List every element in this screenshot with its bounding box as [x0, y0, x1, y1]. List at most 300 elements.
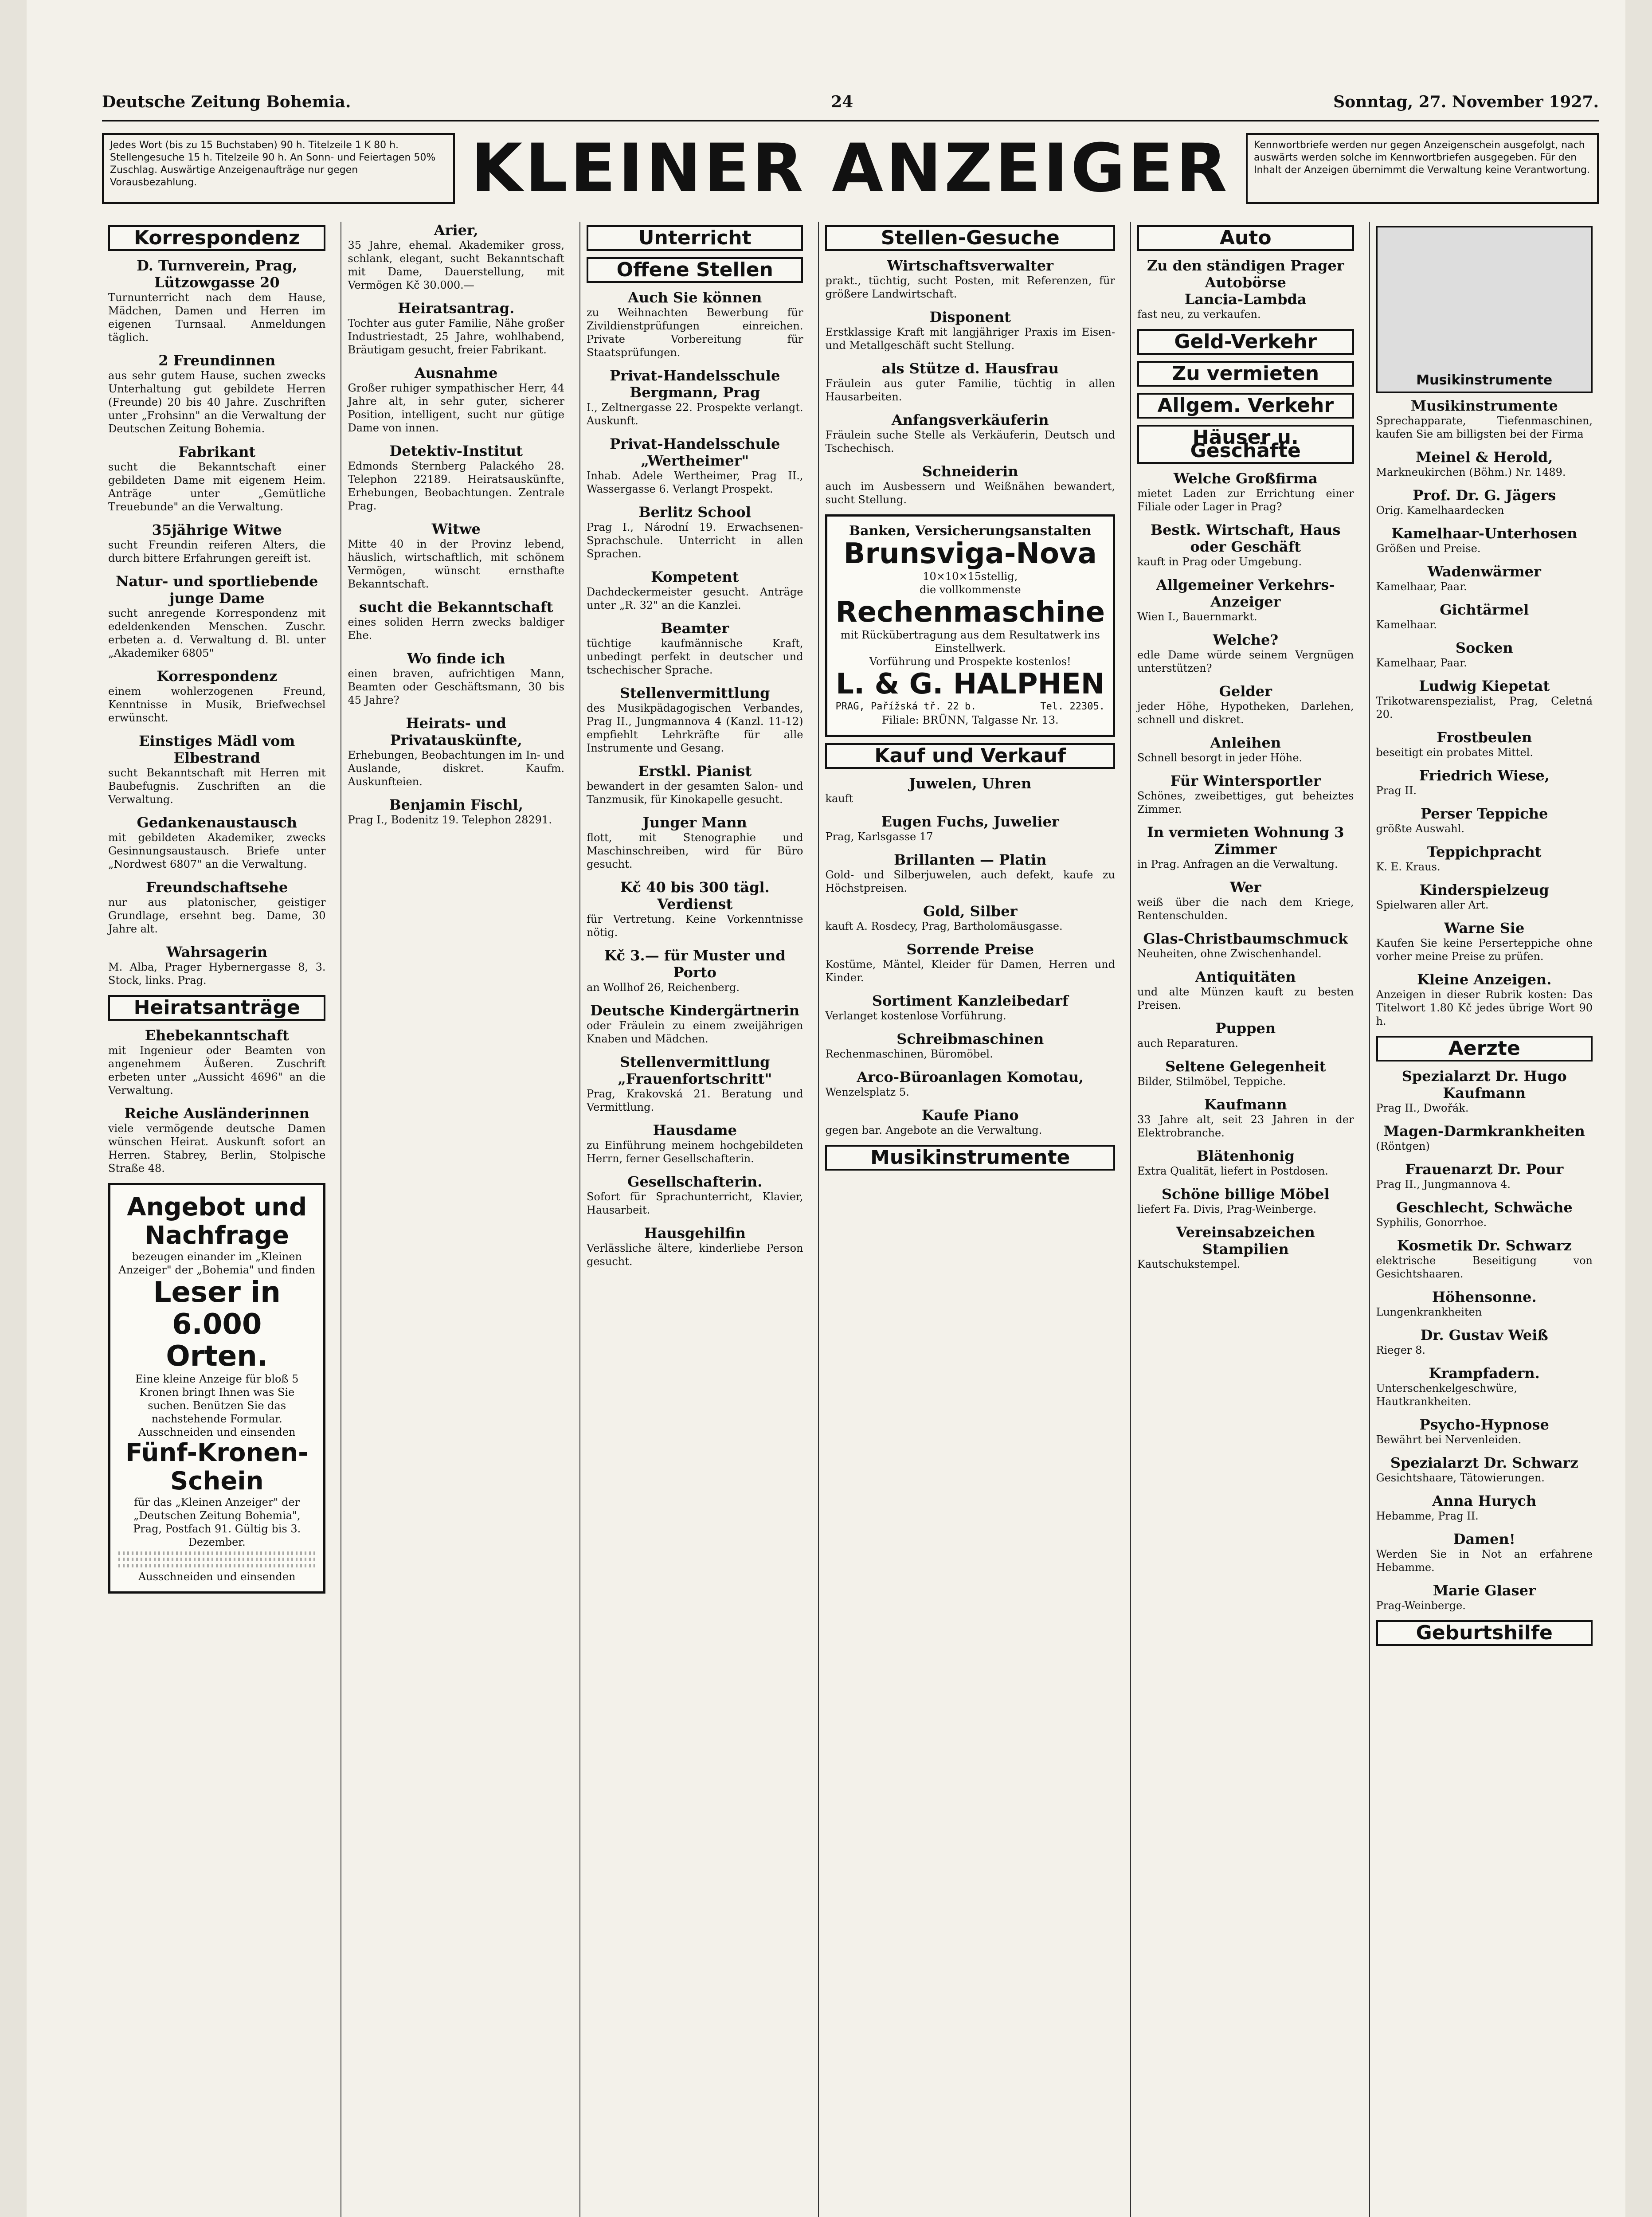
ad-title: Stellenvermittlung „Frauenfortschritt"	[618, 1054, 772, 1087]
coupon-body: Eine kleine Anzeige für bloß 5 Kronen bringt Ihnen was Sie suchen. Benützen Sie das nachstehende Formular.	[135, 1373, 299, 1425]
classified-ad	[1376, 1237, 1593, 1281]
ad-title: Frauenarzt Dr. Pour	[1405, 1161, 1564, 1178]
ad-title: Für Wintersportler	[1170, 772, 1321, 789]
classified-ad	[1376, 1582, 1593, 1612]
ad-title: 35jährige Witwe	[152, 521, 282, 538]
classified-ad	[348, 715, 564, 788]
classified-ad	[108, 814, 325, 871]
masthead	[102, 130, 1599, 207]
ad-title: Freundschaftsehe	[146, 879, 288, 896]
ad-title: Spezialarzt Dr. Hugo Kaufmann	[1401, 1068, 1567, 1101]
ad-body: Größen und Preise.	[1376, 542, 1481, 555]
classified-ad	[1376, 729, 1593, 759]
ad-title: Erstkl. Pianist	[638, 763, 752, 779]
classified-ad	[587, 504, 803, 560]
ad-body: Syphilis, Gonorrhoe.	[1376, 1216, 1487, 1229]
paper-name: Deutsche Zeitung Bohemia.	[102, 93, 351, 111]
ad-title: Anna Hurych	[1432, 1492, 1537, 1509]
ad-body: einen braven, aufrichtigen Mann, Beamten oder Geschäftsmann, 30 bis 45 Jahre?	[348, 667, 564, 706]
classified-ad	[587, 1054, 803, 1114]
ad-body: Turnunterricht nach dem Hause, Mädchen, Damen und Herren im eigenen Turnsaal. Anmeldungen täglich.	[108, 291, 326, 344]
ad-title: Antiquitäten	[1195, 968, 1296, 985]
classified-ad	[1376, 1454, 1593, 1485]
ad-body: Gold- und Silberjuwelen, auch defekt, kaufe zu Höchstpreisen.	[825, 869, 1115, 894]
ad-title: Ludwig Kiepetat	[1419, 678, 1550, 694]
ad-title: Ausnahme	[414, 364, 498, 381]
ad-body: edle Dame würde seinem Vergnügen unterstützen?	[1137, 649, 1354, 674]
ad-title: Kaufmann	[1204, 1096, 1287, 1113]
classified-ad	[1137, 576, 1354, 623]
ad-title: Vereinsabzeichen Stampilien	[1176, 1224, 1315, 1257]
ad-body: Prag I., Bodenitz 19. Telephon 28291.	[348, 814, 552, 826]
ad-body: Prag II.	[1376, 784, 1417, 797]
ad-title: Spezialarzt Dr. Schwarz	[1390, 1454, 1578, 1471]
classified-ad	[348, 521, 564, 591]
ad-body: zu Weihnachten Bewerbung für Zivildienstprüfungen einreichen. Private Vorbereitung für Staatsprüfungen.	[586, 306, 803, 359]
classified-ad	[108, 944, 325, 987]
classified-ad	[1376, 639, 1593, 670]
ad-title: Seltene Gelegenheit	[1165, 1058, 1326, 1075]
classified-ad	[587, 947, 803, 994]
classified-ad	[1137, 930, 1354, 960]
ad-body: Kaufen Sie keine Perserteppiche ohne vorher meine Preise zu prüfen.	[1376, 937, 1593, 963]
ad-title: Dr. Gustav Weiß	[1420, 1327, 1548, 1344]
ad-body: mietet Laden zur Errichtung einer Filiale oder Lager in Prag?	[1137, 487, 1354, 513]
ad-title: Disponent	[929, 309, 1011, 325]
coupon-big: Leser in 6.000 Orten.	[153, 1276, 281, 1373]
ad-body: (Röntgen)	[1376, 1140, 1430, 1152]
ad-body: und alte Münzen kauft zu besten Preisen.	[1137, 986, 1354, 1011]
column-6	[1369, 222, 1599, 2217]
ad-title: Heiratsantrag.	[398, 300, 515, 317]
ad-body: Sofort für Sprachunterricht, Klavier, Hausarbeit.	[586, 1191, 803, 1216]
camel-caption: Musikinstrumente	[1416, 372, 1553, 388]
ad-title: Gelder	[1219, 683, 1272, 700]
classified-ad	[108, 1105, 325, 1175]
classified-ad	[1376, 843, 1593, 873]
ad-title: Warne Sie	[1444, 920, 1525, 936]
ad-body: für Vertretung. Keine Vorkenntnisse nötig.	[586, 913, 803, 939]
classified-ad	[1376, 881, 1593, 912]
ad-body: Trikotwarenspezialist, Prag, Celetná 20.	[1376, 695, 1593, 721]
classified-ad	[1376, 1365, 1593, 1408]
ad-body: Inhab. Adele Wertheimer, Prag II., Wassergasse 6. Verlangt Prospekt.	[586, 470, 803, 495]
brunsviga-ad	[825, 514, 1115, 737]
classified-ad	[587, 685, 803, 755]
ad-title: Gichtärmel	[1440, 601, 1529, 618]
ad-title: Arco-Büroanlagen Komotau,	[857, 1069, 1084, 1085]
masthead-right-note: Kennwortbriefe werden nur gegen Anzeigenschein ausgefolgt, nach auswärts werden solche im Kennwortbriefen ausgegeben. Für den Inhalt der Anzeigen übernimmt die Verwaltung keine Verantwortung.	[1246, 133, 1599, 204]
ad-body: beseitigt ein probates Mittel.	[1376, 746, 1533, 759]
column-1	[102, 222, 332, 2217]
ad-list	[1376, 1068, 1593, 1612]
classified-ad	[1376, 1289, 1593, 1319]
ad-body: Großer ruhiger sympathischer Herr, 44 Jahre alt, in sehr guter, sicherer Position, intelligent, sucht nur gütige Dame von innen.	[348, 382, 564, 434]
column-4	[818, 222, 1121, 2217]
classified-ad	[587, 763, 803, 806]
ad-title: Sorrende Preise	[906, 941, 1034, 958]
ad-title: Kosmetik Dr. Schwarz	[1397, 1237, 1572, 1254]
page-number: 24	[831, 93, 853, 111]
ad-list	[348, 222, 564, 826]
classified-ad	[1137, 968, 1354, 1012]
classified-ad	[1137, 631, 1354, 675]
auto-note: fast neu, zu verkaufen.	[1137, 308, 1261, 321]
ad-body: Mitte 40 in der Provinz lebend, häuslich, wirtschaftlich, mit schönem Vermögen, wünscht ernsthafte Bekanntschaft.	[348, 538, 564, 590]
classified-ad	[825, 463, 1115, 506]
ad-title: Meinel & Herold,	[1416, 449, 1553, 466]
ad-body: Kautschukstempel.	[1137, 1258, 1241, 1270]
ad-body: Orig. Kamelhaardecken	[1376, 504, 1504, 517]
ad-body: Lungenkrankheiten	[1376, 1306, 1482, 1318]
classified-ad	[587, 367, 803, 427]
section-haeuser: Häuser u. Geschäfte	[1137, 425, 1354, 464]
classified-ad	[1137, 1096, 1354, 1140]
ad-title: D. Turnverein, Prag, Lützowgasse 20	[137, 257, 298, 291]
ad-title: Wahrsagerin	[166, 944, 268, 960]
ad-title: Socken	[1455, 639, 1513, 656]
classified-ad	[587, 1002, 803, 1046]
classified-ad	[108, 668, 325, 725]
ad-title: Hausdame	[653, 1122, 737, 1139]
ad-body: prakt., tüchtig, sucht Posten, mit Referenzen, für größere Landwirtschaft.	[825, 274, 1115, 300]
ad-title: Wo finde ich	[407, 650, 505, 667]
ad-body: Edmonds Sternberg Palackého 28. Telephon 22189. Heiratsauskünfte, Erhebungen, Beobachtungen. Zentrale Prag.	[348, 460, 564, 512]
classified-ad	[1376, 1068, 1593, 1115]
ad-body: Fräulein aus guter Familie, tüchtig in allen Hausarbeiten.	[825, 377, 1115, 403]
running-head	[102, 89, 1599, 121]
ad-title: Krampfadern.	[1429, 1365, 1540, 1382]
classified-ad	[1376, 920, 1593, 963]
scan-edge-right	[1625, 0, 1652, 2217]
classified-ad	[587, 1122, 803, 1165]
section-stellen-gesuche: Stellen-Gesuche	[825, 225, 1115, 251]
ad-title: Magen-Darmkrankheiten	[1383, 1123, 1585, 1140]
ad-body: Wien I., Bauernmarkt.	[1137, 611, 1257, 623]
section-zu-vermieten: Zu vermieten	[1137, 361, 1354, 387]
ad-list	[1376, 397, 1593, 1028]
bank-tel: Tel. 22305.	[1040, 701, 1105, 712]
section-geburtshilfe: Geburtshilfe	[1376, 1620, 1593, 1646]
ad-title: Anfangsverkäuferin	[891, 411, 1049, 428]
classified-ad	[825, 775, 1115, 805]
ad-body: kauft	[825, 792, 853, 805]
classified-ad	[108, 732, 325, 806]
classified-ad	[587, 814, 803, 871]
ad-list	[108, 1027, 325, 1175]
ad-body: sucht Bekanntschaft mit Herren mit Baubefugnis. Zuschriften an die Verwaltung.	[108, 767, 326, 806]
ad-title: Prof. Dr. G. Jägers	[1413, 487, 1556, 504]
classified-ad	[1376, 1161, 1593, 1191]
classified-ad	[587, 435, 803, 496]
ad-title: Privat-Handelsschule Bergmann, Prag	[610, 367, 780, 401]
classified-ad	[108, 879, 325, 936]
ad-title: Gold, Silber	[923, 903, 1018, 920]
ad-title: Bestk. Wirtschaft, Haus oder Geschäft	[1151, 521, 1341, 555]
ad-title: Benjamin Fischl,	[389, 796, 523, 813]
ad-title: sucht die Bekanntschaft	[359, 599, 553, 615]
ad-title: Korrespondenz	[157, 668, 278, 685]
classified-ad	[587, 620, 803, 677]
classified-ad	[1376, 449, 1593, 479]
ad-body: Verlanget kostenlose Vorführung.	[825, 1010, 1006, 1022]
bank-demo: Vorführung und Prospekte kostenlos!	[869, 655, 1071, 668]
ad-body: mit gebildeten Akademiker, zwecks Gesinnungsaustausch. Briefe unter „Nordwest 6807" an die Verwaltung.	[108, 831, 326, 870]
ad-body: 33 Jahre alt, seit 23 Jahren in der Elektrobranche.	[1137, 1113, 1354, 1139]
ad-body: Prag-Weinberge.	[1376, 1599, 1466, 1612]
classified-ad	[108, 257, 325, 344]
ad-body: oder Fräulein zu einem zweijährigen Knaben und Mädchen.	[586, 1019, 803, 1045]
classified-ad	[1376, 767, 1593, 797]
ad-title: Einstiges Mädl vom Elbestrand	[139, 732, 295, 766]
classified-ad	[108, 521, 325, 565]
ad-title: Kaufe Piano	[921, 1107, 1019, 1124]
ad-title: 2 Freundinnen	[158, 352, 276, 369]
ad-list	[1137, 470, 1354, 1271]
classified-ad	[587, 289, 803, 359]
classified-ad	[1376, 525, 1593, 555]
ad-title: Welche?	[1213, 631, 1279, 648]
ad-title: Kompetent	[651, 568, 739, 585]
ad-body: sucht Freundin reiferen Alters, die durch bittere Erfahrungen gereift ist.	[108, 539, 326, 564]
ad-title: Natur- und sportliebende junge Dame	[116, 573, 318, 607]
classified-ad	[348, 364, 564, 435]
ad-title: Allgemeiner Verkehrs-Anzeiger	[1156, 576, 1335, 610]
bank-feature: mit Rückübertragung aus dem Resultatwerk ins Einstellwerk.	[840, 629, 1100, 654]
ad-body: Fräulein suche Stelle als Verkäuferin, Deutsch und Tschechisch.	[825, 429, 1115, 454]
ad-title: Marie Glaser	[1433, 1582, 1536, 1599]
classified-ad	[1137, 683, 1354, 726]
ad-title: Arier,	[434, 222, 478, 239]
ad-body: Sprechapparate, Tiefenmaschinen, kaufen Sie am billigsten bei der Firma	[1376, 415, 1593, 440]
classified-ad	[825, 903, 1115, 933]
coupon-sub: bezeugen einander im „Kleinen Anzeiger" der „Bohemia" und finden	[118, 1250, 316, 1276]
ad-body: sucht die Bekanntschaft einer gebildeten Dame mit eigenem Heim. Anträge unter „Gemütliche Treuebunde" an die Verwaltung.	[108, 461, 326, 513]
ad-body: an Wollhof 26, Reichenberg.	[586, 981, 740, 994]
bank-brand: Brunsviga-Nova	[843, 537, 1097, 570]
classified-ad	[348, 796, 564, 826]
ad-title: Geschlecht, Schwäche	[1396, 1199, 1573, 1216]
ad-list	[108, 257, 325, 987]
ad-title: Damen!	[1453, 1531, 1515, 1547]
ad-title: Puppen	[1215, 1020, 1276, 1037]
ad-body: Hebamme, Prag II.	[1376, 1510, 1479, 1522]
bank-address: PRAG, Pařížská tř. 22 b.	[835, 701, 977, 712]
column-5	[1130, 222, 1360, 2217]
ad-body: Kostüme, Mäntel, Kleider für Damen, Herren und Kinder.	[825, 958, 1115, 984]
ad-title: Heirats- und Privatauskünfte,	[390, 715, 522, 748]
ad-body: 35 Jahre, ehemal. Akademiker gross, schlank, elegant, sucht Bekanntschaft mit Dame, Dauerstellung, mit Vermögen Kč 30.000.—	[348, 239, 564, 291]
ad-body: aus sehr gutem Hause, suchen zwecks Unterhaltung gut gebildete Herren (Freunde) 20 bis 40 Jahre. Zuschriften unter „Frohsinn" an die Verwaltung der Deutschen Zeitung Bohemia.	[108, 369, 326, 435]
ad-body: Verlässliche ältere, kinderliebe Person gesucht.	[586, 1242, 803, 1268]
classified-ad	[1137, 470, 1354, 513]
classified-ad	[1137, 1186, 1354, 1216]
ad-body: I., Zeltnergasse 22. Prospekte verlangt. Auskunft.	[586, 401, 803, 427]
classified-ad	[825, 309, 1115, 352]
classified-ad	[1376, 397, 1593, 441]
coupon-cut: Ausschneiden und einsenden	[138, 1426, 296, 1438]
ad-body: weiß über die nach dem Kriege, Rentenschulden.	[1137, 896, 1354, 922]
ad-body: Markneukirchen (Böhm.) Nr. 1489.	[1376, 466, 1566, 478]
classified-ad	[348, 650, 564, 707]
ad-body: Bilder, Stilmöbel, Teppiche.	[1137, 1075, 1286, 1088]
ad-title: Welche Großfirma	[1173, 470, 1318, 487]
ad-title: Eugen Fuchs, Juwelier	[881, 813, 1059, 830]
ad-title: Kč 3.— für Muster und Porto	[604, 947, 786, 981]
ad-body: Schönes, zweibettiges, gut beheiztes Zimmer.	[1137, 790, 1354, 815]
classified-ad	[1376, 563, 1593, 593]
classified-ad	[1137, 734, 1354, 764]
camel-illustration	[1376, 226, 1593, 393]
ad-title: Reiche Ausländerinnen	[124, 1105, 309, 1122]
ad-body: des Musikpädagogischen Verbandes, Prag II., Jungmannova 4 (Kanzl. 11-12) empfiehlt Lehrkräfte für alle Instrumente und Gesang.	[586, 702, 803, 754]
ad-body: Spielwaren aller Art.	[1376, 899, 1489, 911]
ad-title: als Stütze d. Hausfrau	[881, 360, 1059, 377]
auto-name: Lancia-Lambda	[1184, 291, 1307, 308]
ad-body: Kamelhaar.	[1376, 619, 1437, 631]
classified-ad	[825, 813, 1115, 843]
ad-body: Werden Sie in Not an erfahrene Hebamme.	[1376, 1548, 1593, 1574]
section-geld-verkehr: Geld-Verkehr	[1137, 329, 1354, 355]
coupon-title: Angebot und Nachfrage	[127, 1193, 307, 1250]
ad-body: größte Auswahl.	[1376, 823, 1465, 835]
ad-body: Anzeigen in dieser Rubrik kosten: Das Titelwort 1.80 Kč jedes übrige Wort 90 h.	[1376, 988, 1593, 1027]
ad-title: Frostbeulen	[1437, 729, 1532, 746]
section-allgem-verkehr: Allgem. Verkehr	[1137, 393, 1354, 419]
ad-title: In vermieten Wohnung 3 Zimmer	[1147, 824, 1344, 858]
ad-body: jeder Höhe, Hypotheken, Darlehen, schnell und diskret.	[1137, 700, 1354, 726]
ad-body: Schnell besorgt in jeder Höhe.	[1137, 752, 1303, 764]
coupon-name: Fünf-Kronen-Schein	[125, 1438, 309, 1496]
ad-title: Psycho-Hypnose	[1419, 1416, 1549, 1433]
ad-body: K. E. Kraus.	[1376, 861, 1441, 873]
ad-body: Kamelhaar, Paar.	[1376, 657, 1467, 669]
ad-title: Stellenvermittlung	[619, 685, 770, 701]
bank-kicker: Banken, Versicherungsanstalten	[849, 523, 1092, 539]
classified-ad	[348, 443, 564, 513]
ad-body: M. Alba, Prager Hybernergasse 8, 3. Stock, links. Prag.	[108, 961, 326, 987]
classified-ad	[587, 1225, 803, 1268]
classified-ad	[825, 1030, 1115, 1061]
ad-body: Rechenmaschinen, Büromöbel.	[825, 1048, 993, 1060]
ad-title: Kleine Anzeigen.	[1417, 971, 1552, 988]
classified-ad	[1137, 824, 1354, 871]
ad-body: Wenzelsplatz 5.	[825, 1086, 909, 1098]
classified-ad	[108, 352, 325, 435]
ad-title: Juwelen, Uhren	[909, 775, 1032, 792]
masthead-title: KLEINER ANZEIGER	[471, 130, 1230, 207]
classified-ad	[1376, 1123, 1593, 1153]
ad-title: Beamter	[661, 620, 729, 637]
classified-ad	[825, 1069, 1115, 1099]
ad-title: Wer	[1229, 879, 1261, 896]
classified-ad	[108, 443, 325, 513]
classified-ad	[825, 851, 1115, 895]
classified-ad	[1137, 879, 1354, 922]
ad-body: bewandert in der gesamten Salon- und Tanzmusik, für Kinokapelle gesucht.	[586, 780, 803, 806]
ad-body: mit Ingenieur oder Beamten von angenehmem Äußeren. Zuschrift erbeten unter „Aussicht 4696" an die Verwaltung.	[108, 1044, 326, 1097]
ad-title: Schöne billige Möbel	[1162, 1186, 1330, 1203]
ad-body: flott, mit Stenographie und Maschinschreiben, wird für Büro gesucht.	[586, 831, 803, 870]
ad-title: Fabrikant	[178, 443, 256, 460]
classified-ad	[825, 411, 1115, 455]
ad-title: Friedrich Wiese,	[1419, 767, 1550, 784]
classified-ad	[1137, 1058, 1354, 1088]
ad-title: Wirtschaftsverwalter	[887, 257, 1053, 274]
ad-body: elektrische Beseitigung von Gesichtshaaren.	[1376, 1254, 1593, 1280]
ad-body: in Prag. Anfragen an die Verwaltung.	[1137, 858, 1338, 870]
classified-ad	[1137, 1020, 1354, 1050]
classified-ad	[825, 360, 1115, 403]
ad-body: Prag, Krakovská 21. Beratung und Vermittlung.	[586, 1088, 803, 1113]
ad-body: nur aus platonischer, geistiger Grundlage, ersehnt beg. Dame, 30 Jahre alt.	[108, 896, 326, 935]
column-2	[341, 222, 571, 2217]
ad-title: Wadenwärmer	[1427, 563, 1541, 580]
ad-title: Perser Teppiche	[1421, 805, 1548, 822]
ad-title: Blätenhonig	[1196, 1148, 1295, 1164]
bank-product: Rechenmaschine	[835, 596, 1105, 629]
ad-title: Hausgehilfin	[644, 1225, 746, 1242]
classified-ad	[825, 257, 1115, 301]
ad-title: Gedankenaustausch	[137, 814, 297, 831]
section-unterricht: Unterricht	[587, 225, 803, 251]
ad-body: Neuheiten, ohne Zwischenhandel.	[1137, 948, 1322, 960]
ad-body: viele vermögende deutsche Damen wünschen Heirat. Auskunft sofort an Herren. Stabrey, Berlin, Stolpische Straße 48.	[108, 1122, 326, 1175]
classified-ad	[587, 568, 803, 612]
ad-title: Musikinstrumente	[1410, 397, 1558, 414]
classified-ad	[348, 300, 564, 356]
ad-list	[825, 775, 1115, 1137]
classified-ad	[348, 222, 564, 292]
classified-ad	[1376, 1531, 1593, 1574]
classified-ad	[587, 1173, 803, 1217]
scan-edge-left	[0, 0, 27, 2217]
ad-title: Teppichpracht	[1427, 843, 1542, 860]
ad-body: Prag II., Dwořák.	[1376, 1102, 1469, 1114]
ad-body: auch Reparaturen.	[1137, 1037, 1238, 1050]
coupon-text: für das „Kleinen Anzeiger" der „Deutschen Zeitung Bohemia", Prag, Postfach 91. Gültig bis 3. Dezember.	[133, 1496, 301, 1548]
ad-title: Kinderspielzeug	[1419, 881, 1549, 898]
ad-title: Glas-Christbaumschmuck	[1143, 930, 1348, 947]
auto-title: Zu den ständigen Prager Autobörse	[1147, 257, 1344, 291]
ad-title: Schneiderin	[922, 463, 1018, 480]
ad-title: Auch Sie können	[628, 289, 762, 306]
ad-body: gegen bar. Angebote an die Verwaltung.	[825, 1124, 1042, 1136]
ad-title: Privat-Handelsschule „Wertheimer"	[610, 435, 780, 469]
ad-body: Rieger 8.	[1376, 1344, 1426, 1356]
ad-title: Detektiv-Institut	[389, 443, 523, 459]
classified-ad	[825, 941, 1115, 984]
classified-ad	[1137, 1224, 1354, 1271]
ad-title: Höhensonne.	[1432, 1289, 1537, 1305]
section-offene-stellen: Offene Stellen	[587, 257, 803, 283]
classified-ad	[1376, 487, 1593, 517]
classified-ad	[1376, 1416, 1593, 1446]
ad-title: Ehebekanntschaft	[145, 1027, 289, 1044]
section-korrespondenz: Korrespondenz	[108, 225, 325, 251]
ad-body: eines soliden Herrn zwecks baldiger Ehe.	[348, 616, 564, 642]
classified-ad	[1376, 805, 1593, 835]
column-3	[579, 222, 809, 2217]
ad-body: sucht anregende Korrespondenz mit edeldenkenden Menschen. Zuschr. erbeten a. d. Verwaltung d. Bl. unter „Akademiker 6805"	[108, 607, 326, 659]
ad-title: Brillanten — Platin	[894, 851, 1047, 868]
classified-ad	[1376, 971, 1593, 1028]
section-kauf-verkauf: Kauf und Verkauf	[825, 743, 1115, 769]
ad-title: Deutsche Kindergärtnerin	[590, 1002, 800, 1019]
ad-body: Erstklassige Kraft mit langjähriger Praxis im Eisen- und Metallgeschäft sucht Stellung.	[825, 326, 1115, 352]
ad-body: Unterschenkelgeschwüre, Hautkrankheiten.	[1376, 1382, 1517, 1408]
classified-ad	[825, 1107, 1115, 1137]
